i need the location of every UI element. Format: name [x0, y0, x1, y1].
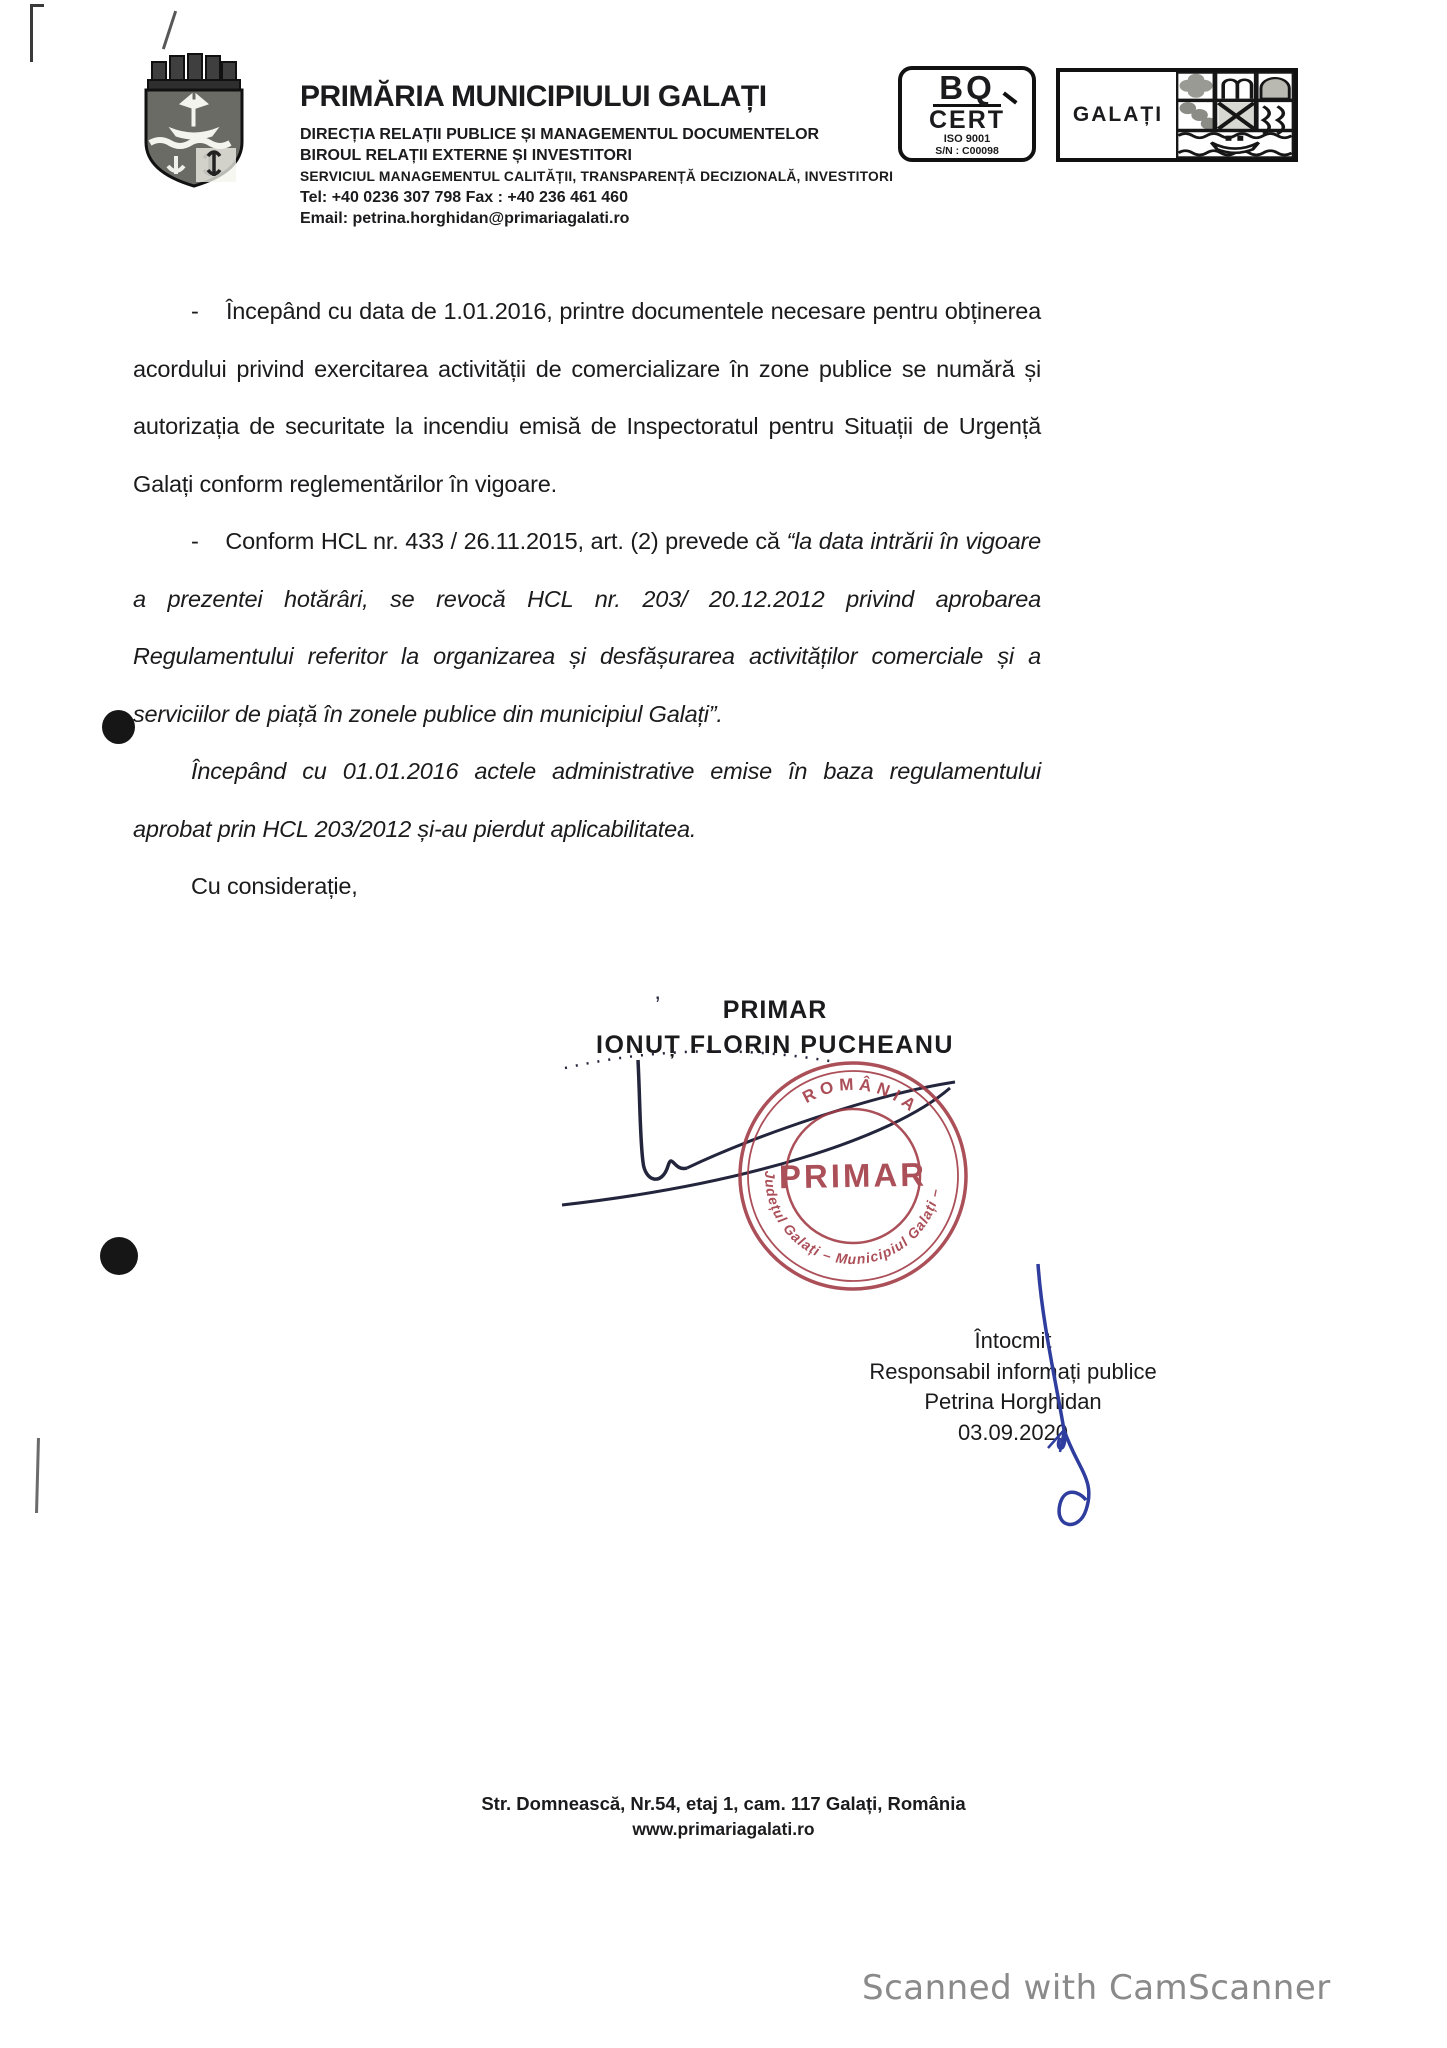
org-title: PRIMĂRIA MUNICIPIULUI GALAȚI [300, 80, 767, 113]
dept-line-2: BIROUL RELAȚII EXTERNE ȘI INVESTITORI [300, 147, 632, 164]
signer-title: PRIMAR [722, 996, 828, 1024]
prepared-by-date: 03.09.2020 [957, 1419, 1069, 1445]
prepared-by-signature-stroke [990, 1262, 1170, 1552]
dept-line-1: DIRECȚIA RELAȚII PUBLICE ȘI MANAGEMENTUL DOCUMENTELOR [300, 126, 820, 143]
signer-name: IONUȚ FLORIN PUCHEANU [596, 1031, 954, 1059]
paragraph-2-lead: - Conform HCL nr. 433 / 26.11.2015, art. (2) prevede că [191, 528, 787, 554]
footer-address: Str. Domnească, Nr.54, etaj 1, cam. 117 Galați, România [481, 1793, 966, 1814]
galati-logo-label: GALAȚI [1072, 103, 1164, 126]
footer [0, 1793, 1447, 1840]
stamp-country-text: ROMÂNIA [799, 1074, 924, 1118]
hole-punch-mark [100, 1237, 138, 1275]
paragraph-3: Începând cu 01.01.2016 actele administrative emise în baza regulamentului aprobat prin HCL 203/2012 și-au pierdut aplicabilitatea. [133, 758, 1041, 842]
paragraph-2-quoted-text: “la data intrării în vigoare a prezentei hotărâri, se revocă HCL nr. 203/ 20.12.2012 privind aprobarea Regulamentului referitor la organizarea și desfășurarea activităților comerciale și a serviciilor de piață în zonele publice din municipiul Galați”. [133, 528, 1041, 727]
bq-cert-bq-text: BQ [933, 72, 1001, 107]
camscanner-watermark: Scanned with CamScanner [862, 1968, 1331, 2008]
galati-city-logo [1056, 68, 1298, 162]
bq-cert-cert-text: CERT [928, 106, 1006, 134]
primar-round-stamp [721, 1044, 985, 1308]
scan-corner-mark [30, 4, 33, 62]
bq-cert-logo [898, 66, 1036, 162]
prepared-by-role: Responsabil informați publice [869, 1358, 1157, 1384]
iso-9001-text: ISO 9001 [943, 133, 991, 145]
stamp-center-text: PRIMAR [778, 1155, 928, 1196]
closing-salutation: Cu considerație, [191, 873, 358, 899]
email-line: Email: petrina.horghidan@primariagalati.ro [300, 210, 630, 227]
letter-body [133, 283, 1041, 916]
magnifier-handle-icon [1002, 91, 1017, 104]
paragraph-1: - Începând cu data de 1.01.2016, printre documentele necesare pentru obținerea acordului privind exercitarea activității de comercializare în zone publice se numără și autorizația de securitate la incendiu emisă de Inspectoratul pentru Situații de Urgență Galați conform reglementărilor în vigoare. [133, 298, 1041, 497]
galati-coat-of-arms-icon [110, 40, 270, 190]
scan-corner-mark [30, 4, 44, 7]
prepared-by-name: Petrina Horghidan [924, 1389, 1102, 1414]
galati-mosaic-icon [1176, 72, 1294, 158]
dept-line-3: SERVICIUL MANAGEMENTUL CALITĂȚII, TRANSPARENȚĂ DECIZIONALĂ, INVESTITORI [300, 169, 894, 184]
paragraph-2 [133, 513, 1041, 743]
pen-tick-mark: ’ [655, 992, 661, 1019]
scan-edge-mark [35, 1438, 39, 1513]
stamp-ring-text: Județul Galați – Municipiul Galați – [761, 1170, 944, 1268]
footer-website: www.primariagalati.ro [632, 1819, 815, 1839]
prepared-by-heading: Întocmit [974, 1328, 1052, 1353]
hole-punch-mark [102, 710, 135, 744]
letterhead [300, 80, 920, 229]
tel-fax-line: Tel: +40 0236 307 798 Fax : +40 236 461 460 [300, 189, 628, 206]
serial-number-text: S/N : C00098 [935, 145, 999, 157]
